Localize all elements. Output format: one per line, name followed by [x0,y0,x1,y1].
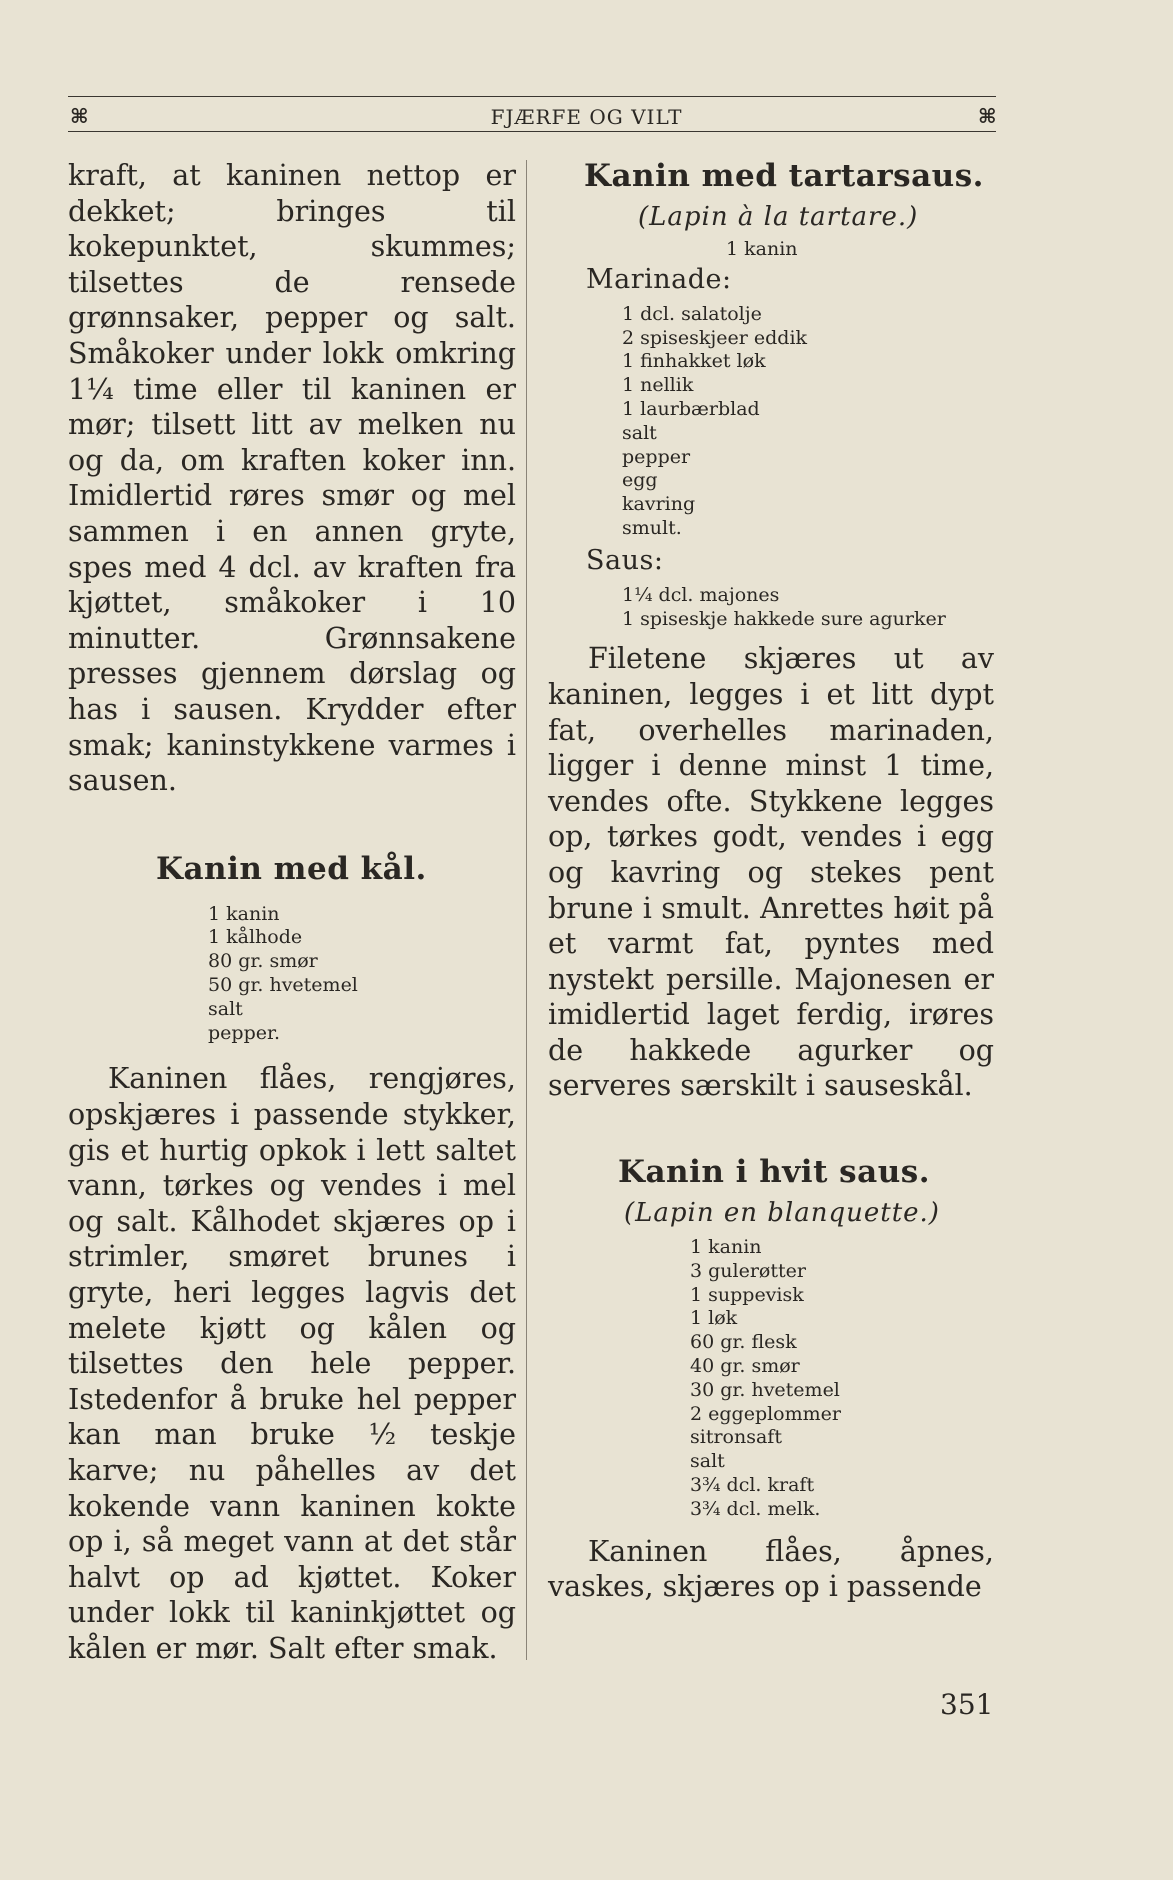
ingredient-item: pepper [622,445,691,468]
ingredient-item: 1 løk [690,1307,738,1330]
ingredient-item: 1¼ dcl. majones [622,583,780,606]
ingredient-item: smult. [622,516,682,539]
ingredient-item: 1 kanin [208,902,280,925]
ingredient-item: 3 gulerøtter [690,1259,806,1282]
header-left-ornament: ⌘ [70,104,89,128]
ingredient-item: 2 spiseskjeer eddik [622,326,808,349]
ingredient-list-kanin-med-kal [68,903,516,1046]
ingredient-item: 50 gr. hvetemel [208,974,358,997]
ingredient-item: kavring [622,493,696,516]
header-right-ornament: ⌘ [978,104,997,128]
column-divider [526,160,527,1660]
ingredient-item: 1 kålhode [208,926,303,949]
ingredient-item: 3¾ dcl. melk. [690,1497,821,1520]
ingredient-item: salt [690,1450,725,1473]
ingredient-item: 2 eggeplommer [690,1402,841,1425]
ingredient-item: 1 laurbærblad [622,397,760,420]
recipe-subtitle-tartare: (Lapin à la tartare.) [638,202,919,232]
recipe-method-kanin-med-tartarsaus: Filetene skjæres ut av kaninen, legges i et litt dypt fat, overhelles marinaden, ligger i denne minst 1 time, vendes ofte. Stykkene legges op, tørkes godt, vendes i egg og kavring og stekes pent brune i smult. Anrettes høit på et varmt fat, pyntes med nystekt persille. Majonesen er imidlertid laget ferdig, irøres de hakkede agurker og serveres særskilt i sauseskål. [548,642,994,1103]
ingredient-item: pepper. [208,1021,281,1044]
saus-ingredient-list [548,584,994,632]
ingredient-item: 40 gr. smør [690,1355,800,1378]
ingredient-item: 1 dcl. salatolje [622,302,762,325]
running-head: FJÆRFE OG VILT [490,105,683,129]
recipe-title-kanin-i-hvit-saus: Kanin i hvit saus. [618,1154,931,1191]
recipe-title-kanin-med-kal: Kanin med kål. [156,850,427,887]
header-bottom-rule [68,131,996,132]
right-column [548,158,994,1605]
ingredient-list-kanin-i-hvit-saus [548,1236,994,1522]
ingredient-item: 1 nellik [622,374,694,397]
ingredient-item: egg [622,469,658,492]
ingredient-item: salt [208,997,243,1020]
saus-heading: Saus: [586,544,664,576]
ingredient-item: salt [622,421,657,444]
ingredient-item: 60 gr. flesk [690,1331,797,1354]
ingredient-item: 3¾ dcl. kraft [690,1474,815,1497]
page-number: 351 [940,1688,994,1721]
ingredient-item: 1 spiseskje hakkede sure agurker [622,607,946,630]
ingredient-item: 80 gr. smør [208,950,318,973]
recipe-method-kanin-i-hvit-saus: Kaninen flåes, åpnes, vaskes, skjæres op i passende [548,1534,994,1604]
ingredient-item: 1 suppevisk [690,1283,804,1306]
recipe-method-kanin-med-kal: Kaninen flåes, rengjøres, opskjæres i passende stykker, gis et hurtig opkok i lett saltet vann, tørkes og vendes i mel og salt. Kålhodet skjæres op i strimler, smøret brunes i gryte, heri legges lagvis det melete kjøtt og kålen og tilsettes den hele pepper. Istedenfor å bruke hel pepper kan man bruke ½ teskje karve; nu påhelles av det kokende vann kaninen kokte op i, så meget vann at det står halvt op ad kjøttet. Koker under lokk til kaninkjøttet og kålen er mør. Salt efter smak. [68,1062,516,1665]
continued-recipe-text: kraft, at kaninen nettop er dekket; bringes til kokepunktet, skummes; tilsettes de rensede grønnsaker, pepper og salt. Småkoker under lokk omkring 1¼ time eller til kaninen er mør; tilsett litt av melken nu og da, om kraften koker inn. Imidlertid røres smør og mel sammen i en annen gryte, spes med 4 dcl. av kraften fra kjøttet, småkoker i 10 minutter. Grønnsakene presses gjennem dørslag og has i sausen. Krydder efter smak; kaninstykkene varmes i sausen. [68,159,516,798]
main-ingredient-list [548,238,994,262]
ingredient-item: sitronsaft [690,1426,782,1449]
ingredient-item: 1 kanin [726,238,798,260]
header-top-rule [68,96,996,97]
left-column [68,158,516,1667]
recipe-subtitle-blanquette: (Lapin en blanquette.) [624,1198,940,1229]
marinade-ingredient-list [548,303,994,541]
recipe-title-kanin-med-tartarsaus: Kanin med tartarsaus. [584,158,984,194]
ingredient-item: 1 kanin [690,1236,762,1259]
ingredient-item: 1 finhakket løk [622,350,766,373]
ingredient-item: 30 gr. hvetemel [690,1378,840,1401]
marinade-heading: Marinade: [586,263,732,295]
